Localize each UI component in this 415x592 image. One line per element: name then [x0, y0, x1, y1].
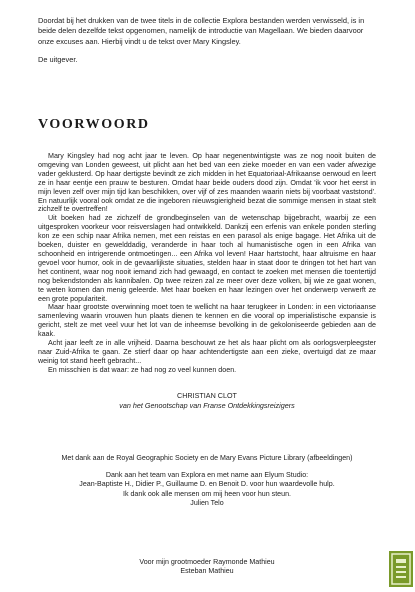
page-title: VOORWOORD: [38, 117, 150, 132]
credit-line: Met dank aan de Royal Geographic Society en de Mary Evans Picture Library (afbeeldingen): [61, 454, 353, 462]
publisher-notice: [38, 16, 376, 66]
dedication-author: Esteban Mathieu: [180, 567, 234, 576]
credit-line: Jean-Baptiste H., Didier P., Guillaume D. en Benoit D. voor hun waardevolle hulp.: [79, 480, 335, 489]
credit-line: Julien Telo: [190, 498, 224, 507]
foreword-body: [38, 152, 376, 375]
author-signature: [38, 391, 376, 410]
acknowledgements: [38, 454, 376, 508]
paragraph: Mary Kingsley had nog acht jaar te leven. Op haar negenentwintigste was ze nog nooit buiten de omgeving van Londen geweest, uit plicht aan het bed van een zieke moeder en van een vader afwezige vader geklusterd. Op haar dertigste bevindt ze zich midden in het Equatoriaal-Afrikaanse oerwoud en leert ze in haar eentje een prauw te besturen. Omdat haar beide ouders dood zijn. Omdat 'ik voor het eerst in mijn leven zelf over mijn tijd kan beschikken, over vijf of zes maanden waarin niets bij voorbaat vaststond'. En natuurlijk vooral ook omdat ze die ingeboren nieuwsgierigheid bezat die sommige mensen in staat stelt zichzelf te overtreffen!: [38, 152, 376, 214]
paragraph: En misschien is dat waar: ze had nog zo veel kunnen doen.: [48, 365, 237, 374]
dedication-line: Voor mijn grootmoeder Raymonde Mathieu: [139, 558, 275, 566]
credit-line: Ik dank ook alle mensen om mij heen voor hun steun.: [123, 489, 291, 498]
credit-line: Dank aan het team van Explora en met name aan Elyum Studio:: [105, 471, 309, 480]
notice-signature: De uitgever.: [38, 55, 78, 65]
green-price-stamp-icon: [389, 551, 413, 587]
dedication: [38, 558, 376, 576]
paragraph: Uit boeken had ze zichzelf de grondbeginselen van de wetenschap bijgebracht, waarbij ze een uitgesproken voorkeur voor reisverslagen had ontwikkeld. Dankzij een erfenis van enkele ponden sterling kon ze een schip naar Afrika nemen, met een reistas en een parasol als enige bagage. Het Afrika uit de boeken, duister en gewelddadig, veranderde in haar toch al humanistische ogen in een Afrika van schoonheid en intrigerende ontmoetingen... een Afrika vol leven! Haar hartstocht, haar altruisme en haar gevoel voor humor, ook in de gevaarlijkste situaties, stelden haar in staat door te dringen tot het hart van het continent, waar nog nooit iemand zich had gewaagd, en contact te zoeken met mensen die toentertijd nog bekendstonden als kannibalen. Op twee reizen zal ze meer over deze volken, bij wie ze gaat wonen, te weten komen dan menig geleerde. Met haar boeken en haar lezingen over het onderwerp verwerft ze een grote populariteit.: [38, 214, 376, 303]
author-organization: van het Genootschap van Franse Ontdekkingsreizigers: [119, 400, 295, 410]
paragraph: Acht jaar leeft ze in alle vrijheid. Daarna beschouwt ze het als haar plicht om als oorlogsverpleegster naar Zuid-Afrika te gaan. Ze stierf daar op haar achtendertigste aan een zieke, overtuigd dat ze maar weinig tot stand heeft gebracht...: [38, 339, 376, 365]
paragraph: Maar haar grootste overwinning moet toen te wellicht na haar terugkeer in Londen: in een victoriaanse samenleving waarin vrouwen hun plaats dienen te kennen en die vooral op imperialistische expansie is gericht, stelt ze met veel vuur het lot van de inheemse bevolking in de gekoloniseerde gebieden aan de kaak.: [38, 303, 376, 339]
notice-text: Doordat bij het drukken van de twee titels in de collectie Explora bestanden werden verwisseld, is in beide delen dezelfde tekst opgenomen, namelijk de introductie van Magellaan. We bieden daarvoor onze excuses aan. Hierbij vindt u de tekst over Mary Kingsley.: [38, 16, 365, 46]
author-name: CHRISTIAN CLOT: [177, 391, 237, 400]
